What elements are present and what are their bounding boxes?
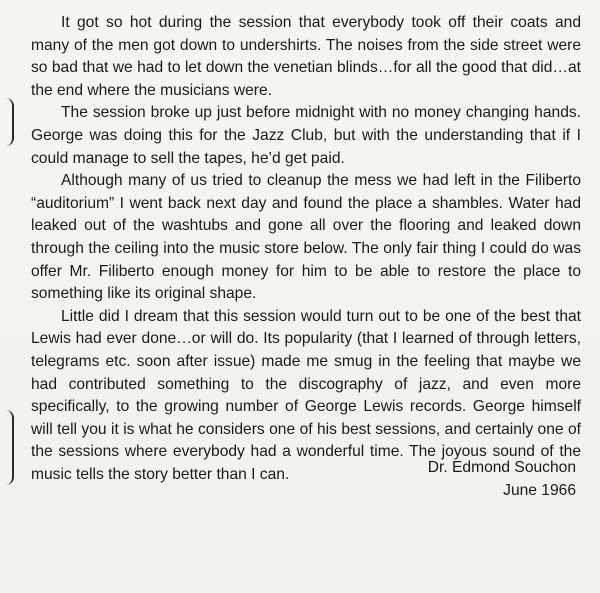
body-text bbox=[31, 12, 581, 486]
paragraph-3: Although many of us tried to cleanup the mess we had left in the Filiberto “auditorium” I went back next day and found the place a shambles. Water had leaked out of the washtubs and gone all over the flooring and leaked down through the ceiling into the music store below. The only fair thing I could do was offer Mr. Filiberto enough money for him to be able to restore the place to something like its original shape. bbox=[31, 172, 581, 303]
signature-block bbox=[428, 457, 576, 502]
paragraph-4: Little did I dream that this session would turn out to be one of the best that Lewis had ever done…or will do. Its popularity (that I learned of through letters, telegrams etc. soon after issue) made me smug in the feeling that maybe we had contributed something to the discography of jazz, and even more specifically, to the growing number of George Lewis records. George himself will tell you it is what he considers one of his best sessions, and certainly one of the sessions where everybody had a wonderful time. The joyous sound of the music tells the story better than I can. bbox=[31, 307, 581, 483]
paragraph-1: It got so hot during the session that everybody took off their coats and many of the men got down to undershirts. The noises from the side street were so bad that we had to let down the venetian blinds…for all the good that did…at the end where the musicians were. bbox=[31, 14, 581, 99]
binding-mark-bottom bbox=[0, 410, 14, 485]
paragraph-2: The session broke up just before midnight with no money changing hands. George was doing this for the Jazz Club, but with the understanding that if I could manage to sell the tapes, he’d get paid. bbox=[31, 104, 581, 167]
signature-date: June 1966 bbox=[503, 481, 576, 499]
author-name: Dr. Edmond Souchon bbox=[427, 459, 576, 476]
binding-mark-top bbox=[0, 98, 14, 146]
